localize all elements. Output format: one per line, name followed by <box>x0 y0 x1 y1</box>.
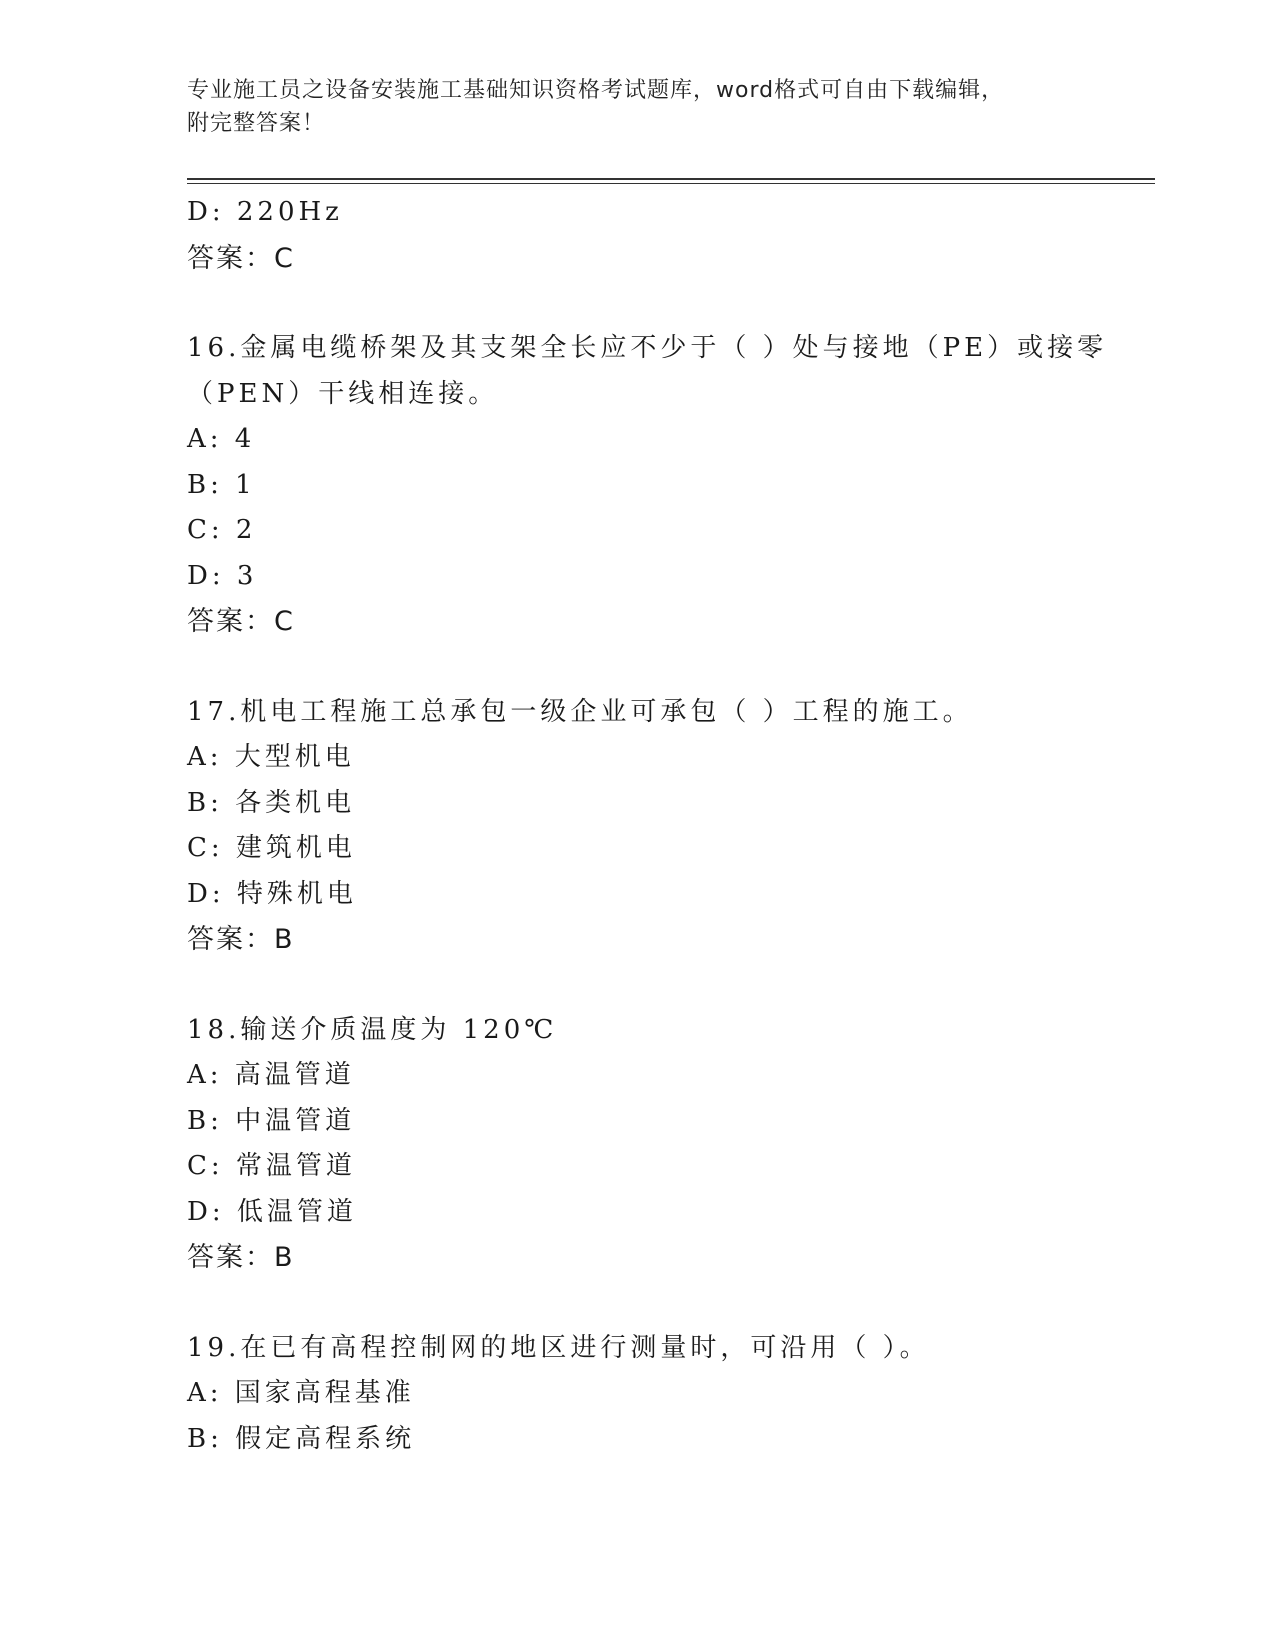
header-line-1: 专业施工员之设备安装施工基础知识资格考试题库，word格式可自由下载编辑， <box>187 78 1005 103</box>
option-a: A: 大型机电 <box>187 742 355 772</box>
header-divider <box>187 178 1155 180</box>
question-fragment-15 <box>187 190 1087 281</box>
option-c: C: 建筑机电 <box>187 833 356 863</box>
option-d: D: 特殊机电 <box>187 878 357 909</box>
document-header <box>187 74 1087 140</box>
answer-line: 答案：B <box>187 924 295 955</box>
spacer <box>187 963 1087 1008</box>
option-b: B: 1 <box>187 469 256 500</box>
option-c: C: 2 <box>187 515 257 545</box>
spacer <box>187 1281 1087 1326</box>
question-stem: 18.输送介质温度为 120℃ <box>187 1014 558 1045</box>
question-content <box>187 190 1108 1462</box>
question-stem: 19.在已有高程控制网的地区进行测量时，可沿用（ ）。 <box>187 1332 930 1363</box>
spacer <box>187 645 1087 690</box>
option-d: D: 220Hz <box>187 197 343 227</box>
question-19 <box>187 1326 1087 1463</box>
option-d: D: 低温管道 <box>187 1196 357 1227</box>
question-stem: 16.金属电缆桥架及其支架全长应不少于（ ）处与接地（PE）或接零 <box>187 333 1108 363</box>
header-divider-thin <box>187 183 1155 184</box>
option-c: C: 常温管道 <box>187 1151 356 1181</box>
option-b: B: 假定高程系统 <box>187 1423 416 1454</box>
spacer <box>187 281 1087 326</box>
option-a: A: 国家高程基准 <box>187 1378 415 1408</box>
option-d: D: 3 <box>187 560 258 591</box>
question-stem-continued: （PEN）干线相连接。 <box>187 378 499 409</box>
answer-line: 答案：C <box>187 606 295 637</box>
question-18 <box>187 1008 1087 1281</box>
question-17 <box>187 690 1087 963</box>
answer-line: 答案：B <box>187 1242 295 1273</box>
answer-line: 答案：C <box>187 242 295 274</box>
header-line-2: 附完整答案！ <box>187 111 326 136</box>
option-a: A: 高温管道 <box>187 1060 355 1090</box>
question-stem: 17.机电工程施工总承包一级企业可承包（ ）工程的施工。 <box>187 696 973 727</box>
option-a: A: 4 <box>187 424 256 454</box>
option-b: B: 各类机电 <box>187 787 356 818</box>
question-16 <box>187 326 1108 645</box>
option-b: B: 中温管道 <box>187 1105 356 1136</box>
